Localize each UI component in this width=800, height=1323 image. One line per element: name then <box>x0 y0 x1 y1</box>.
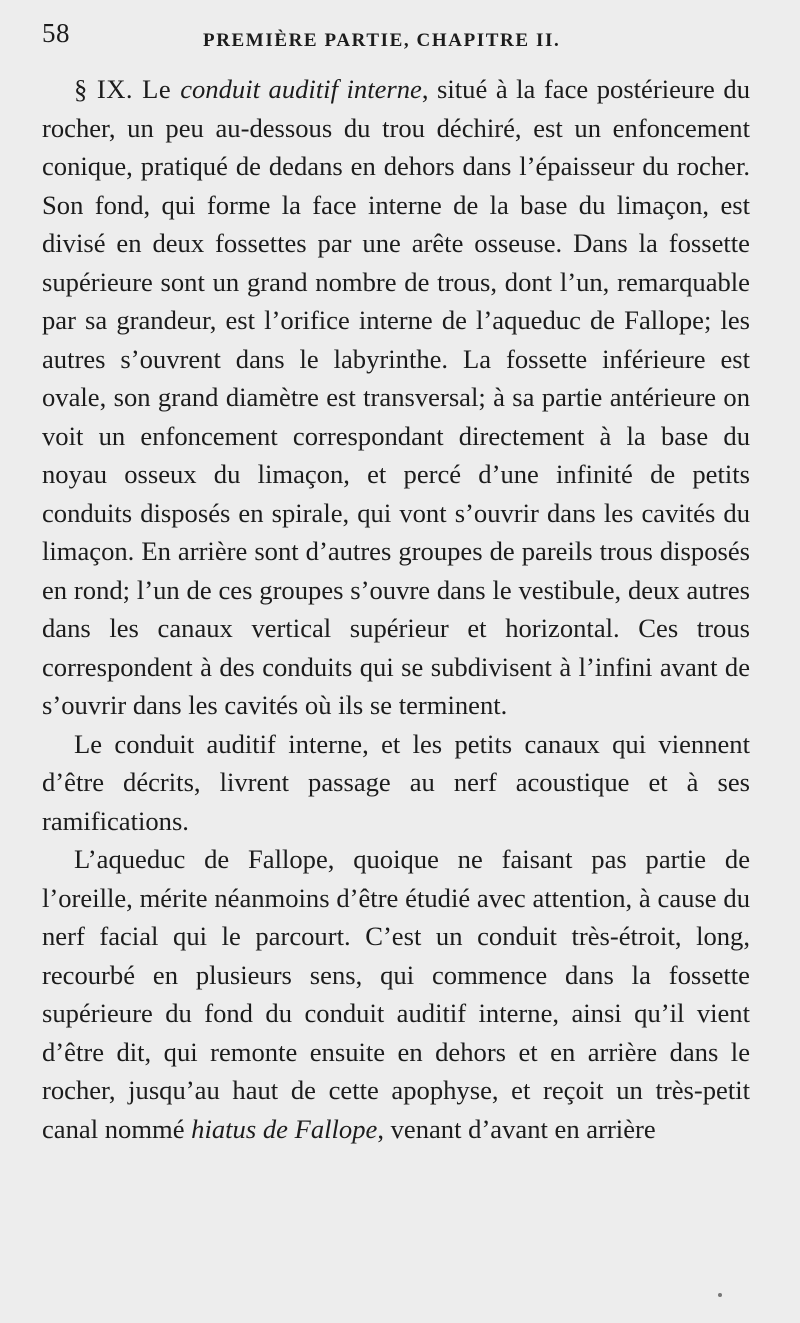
running-title: PREMIÈRE PARTIE, CHAPITRE II. <box>203 30 561 51</box>
running-head <box>42 14 750 54</box>
paragraph-nerf-acoustique <box>42 725 750 841</box>
page-number: 58 <box>42 18 70 48</box>
term-hiatus-de-fallope: hiatus de Fallope <box>191 1113 378 1144</box>
ink-spot <box>718 1293 722 1297</box>
paragraph-section-ix <box>42 70 750 725</box>
paragraph-text: Le conduit auditif interne, et les petits canaux qui viennent d’être décrits, livrent passage au nerf acoustique et à ses ramifications. <box>42 728 750 836</box>
paragraph-text: L’aqueduc de Fallope, quoique ne faisant pas partie de l’oreille, mérite néanmoins d’être étudié avec attention, à cause du nerf facial qui le parcourt. C’est un conduit très-étroit, long, recourbé en plusieurs sens, qui commence dans la fossette supérieure du fond du conduit auditif interne, ainsi qu’il vient d’être dit, qui remonte ensuite en dehors et en arrière dans le rocher, jusqu’au haut de cette apophyse, et reçoit un très-petit canal nommé <box>42 844 750 1144</box>
term-conduit-auditif-interne: conduit auditif interne <box>180 74 422 104</box>
section-lead: § IX. Le <box>74 74 181 104</box>
paragraph-text-end: , venant d’avant en arrière <box>377 1113 656 1144</box>
paragraph-text: , situé à la face postérieure du rocher, un peu au-dessous du trou déchiré, est un enfoncement conique, pratiqué de dedans en dehors dans l’épaisseur du rocher. Son fond, qui forme la face interne de la base du limaçon, est divisé en deux fossettes par une arête osseuse. Dans la fossette supérieure sont un grand nombre de trous, dont l’un, remarquable par sa grandeur, est l’orifice interne de l’aqueduc de Fallope; les autres s’ouvrent dans le labyrinthe. La fossette inférieure est ovale, son grand diamètre est transversal; à sa partie antérieure on voit un enfoncement correspondant directement à la base du noyau osseux du limaçon, et percé d’une infinité de petits conduits disposés en spirale, qui vont s’ouvrir dans les cavités du limaçon. En arrière sont d’autres groupes de pareils trous disposés en rond; l’un de ces groupes s’ouvre dans le vestibule, deux autres dans les canaux vertical supérieur et horizontal. Ces trous correspondent à des conduits qui se subdivisent à l’infini avant de s’ouvrir dans les cavités où ils se terminent. <box>42 74 751 720</box>
body-text <box>42 70 750 1148</box>
paragraph-aqueduc-de-fallope <box>42 840 750 1148</box>
